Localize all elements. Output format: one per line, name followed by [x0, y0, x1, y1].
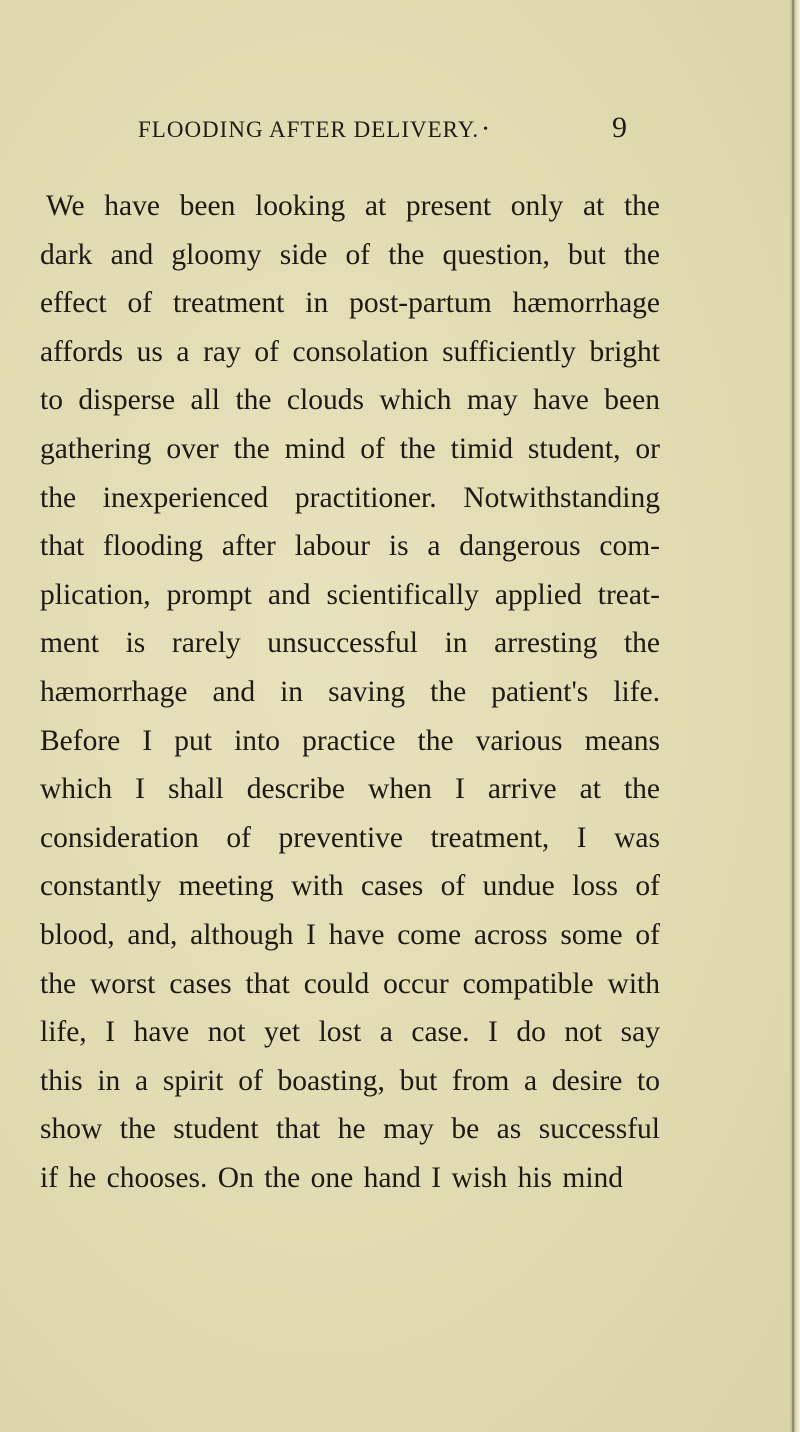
text-line: consideration of preventive treatment, I was — [40, 821, 660, 854]
text-line: blood, and, although I have come across some of — [40, 918, 660, 951]
body-paragraph — [40, 182, 660, 1202]
text-line: the worst cases that could occur compatible with — [40, 967, 660, 1000]
text-line: which I shall describe when I arrive at the — [40, 773, 660, 806]
text-line: Before I put into practice the various means — [40, 724, 660, 757]
text-line: ment is rarely unsuccessful in arresting the — [40, 627, 660, 660]
page-number: 9 — [612, 111, 627, 144]
text-line: effect of treatment in post-partum hæmorrhage — [40, 287, 660, 320]
text-line: affords us a ray of consolation sufficiently bright — [40, 335, 660, 368]
text-line: show the student that he may be as successful — [40, 1113, 660, 1146]
text-line: life, I have not yet lost a case. I do not say — [40, 1016, 660, 1049]
text-line: gathering over the mind of the timid student, or — [40, 432, 660, 465]
text-line: hæmorrhage and in saving the patient's life. — [40, 675, 660, 708]
text-line: constantly meeting with cases of undue loss of — [40, 870, 660, 903]
page-edge-shadow — [792, 0, 794, 1432]
printer-mark: • — [483, 122, 490, 137]
text-line: that flooding after labour is a dangerous com- — [40, 530, 660, 563]
running-title: FLOODING AFTER DELIVERY. — [138, 117, 480, 142]
text-line: if he chooses. On the one hand I wish his mind — [40, 1161, 624, 1194]
text-line: this in a spirit of boasting, but from a desire to — [40, 1064, 660, 1097]
text-line: the inexperienced practitioner. Notwithstanding — [40, 481, 660, 514]
running-head — [138, 112, 638, 148]
text-line: to disperse all the clouds which may have been — [40, 384, 660, 417]
text-line: dark and gloomy side of the question, but the — [40, 238, 660, 271]
text-line: We have been looking at present only at the — [46, 190, 660, 222]
text-line: plication, prompt and scientifically applied treat- — [40, 578, 660, 611]
